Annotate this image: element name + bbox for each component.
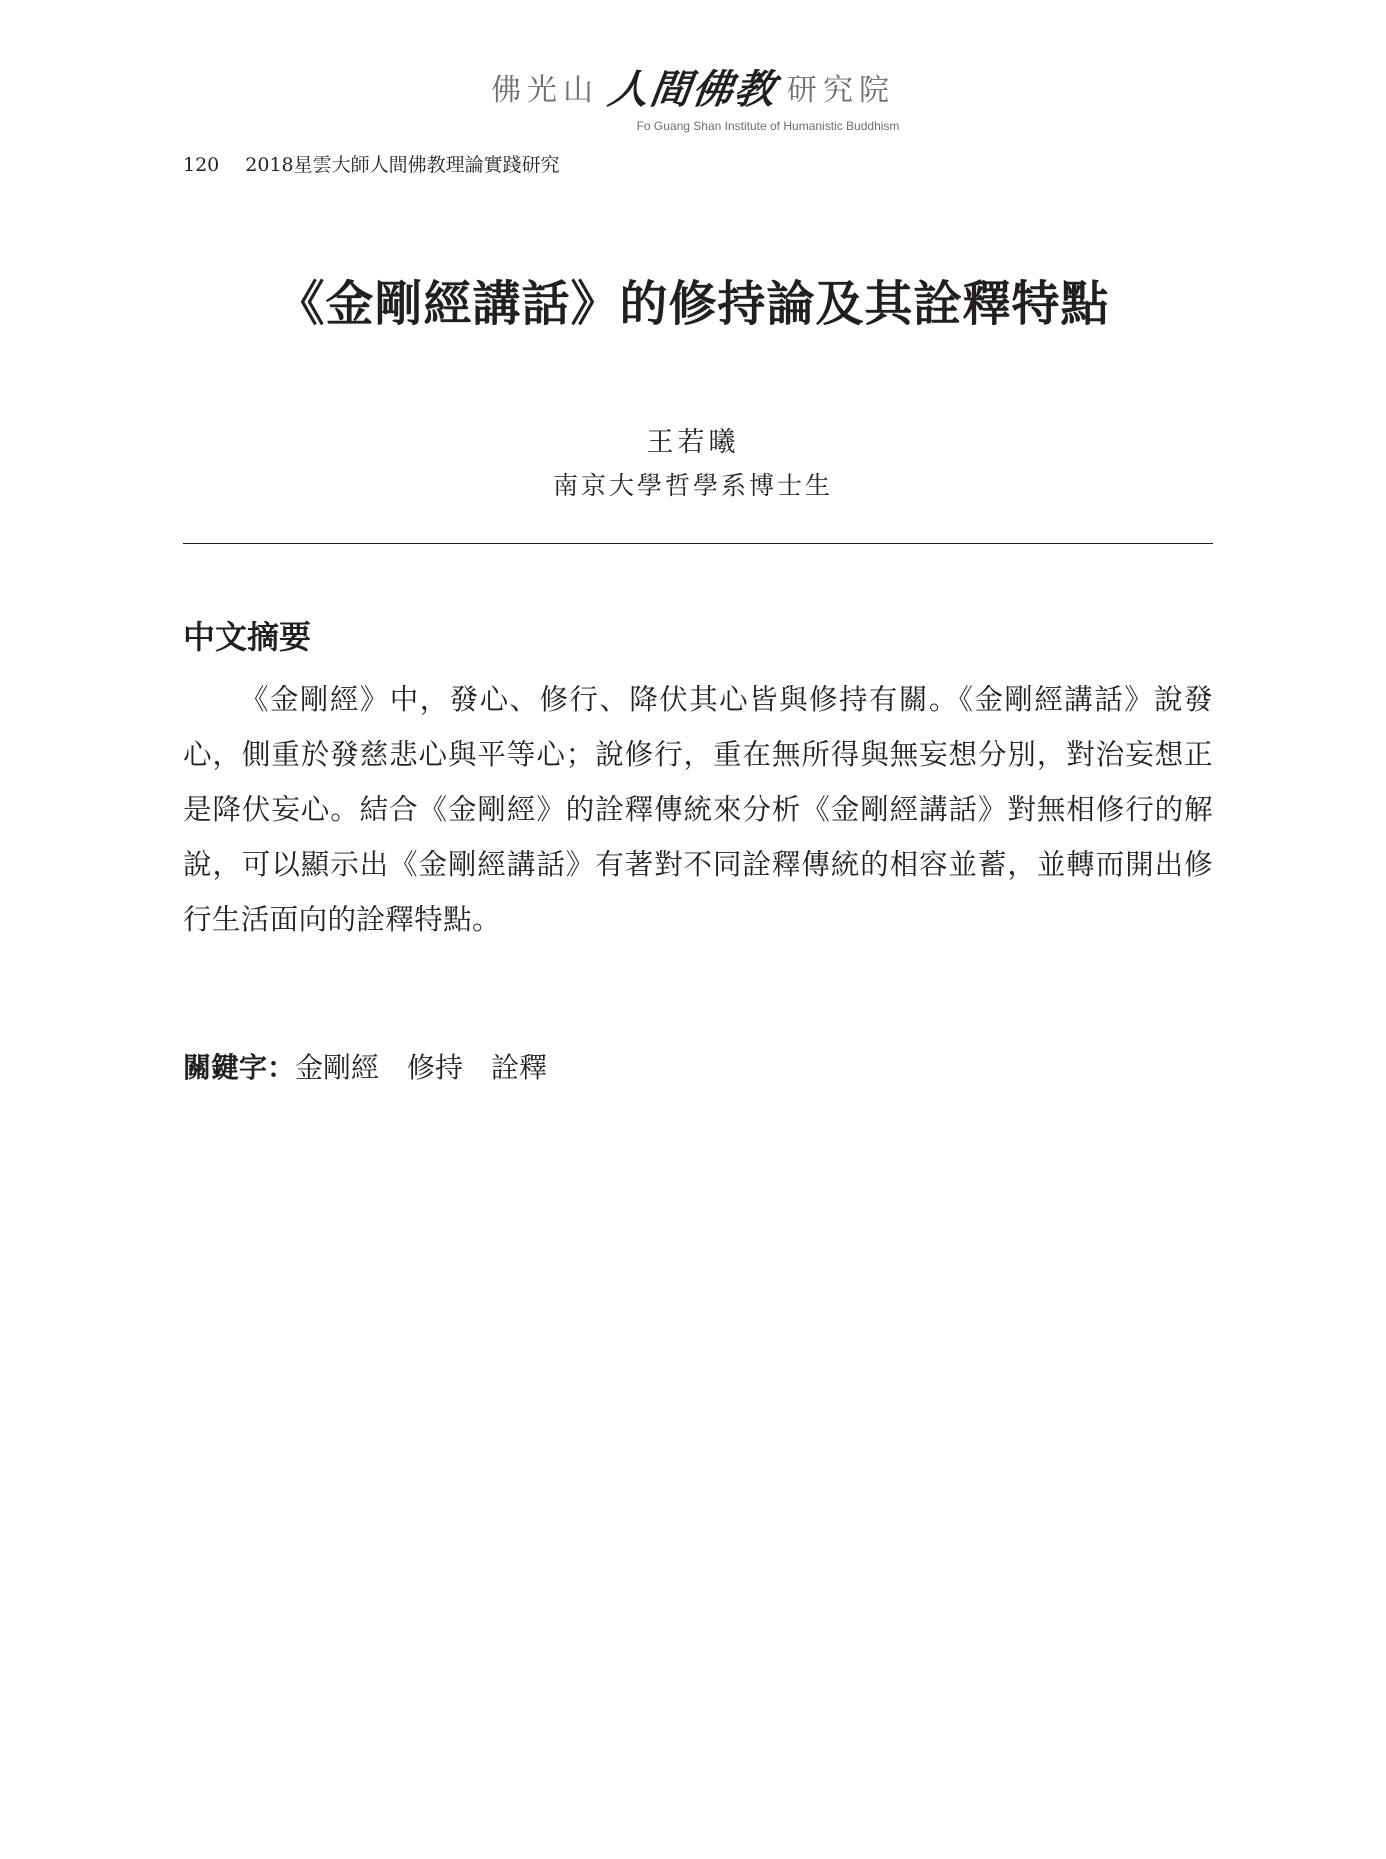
paper-title: 《金剛經講話》的修持論及其詮釋特點	[276, 276, 1110, 332]
keyword-item: 修持	[407, 1051, 464, 1084]
book-title: 2018星雲大師人間佛教理論實踐研究	[245, 154, 560, 176]
institute-header	[0, 58, 1386, 133]
abstract-body: 《金剛經》中，發心、修行、降伏其心皆與修持有關。《金剛經講話》說發心，側重於發慈悲心與平等心；說修行，重在無所得與無妄想分別，對治妄想正是降伏妄心。結合《金剛經》的詮釋傳統來分析《金剛經講話》對無相修行的解說，可以顯示出《金剛經講話》有著對不同詮釋傳統的相容並蓄，並轉而開出修行生活面向的詮釋特點。	[183, 683, 1213, 936]
institute-name-right: 研究院	[787, 72, 895, 108]
running-header	[183, 150, 560, 177]
institute-name-english: Fo Guang Shan Institute of Humanistic Buddhism	[636, 119, 900, 133]
keywords	[183, 1046, 575, 1086]
keyword-item: 金剛經	[295, 1051, 380, 1084]
divider-rule	[183, 543, 1213, 544]
keywords-label: 關鍵字：	[183, 1051, 296, 1084]
institute-name-brush: 人間佛教	[605, 66, 780, 113]
abstract-heading: 中文摘要	[183, 618, 312, 656]
institute-name-left: 佛光山	[491, 72, 599, 108]
author-affiliation: 南京大學哲學系博士生	[552, 471, 833, 500]
institute-name	[491, 58, 895, 115]
keyword-item: 詮釋	[491, 1051, 548, 1084]
author-name: 王若曦	[646, 427, 740, 458]
page-number: 120	[183, 154, 220, 176]
